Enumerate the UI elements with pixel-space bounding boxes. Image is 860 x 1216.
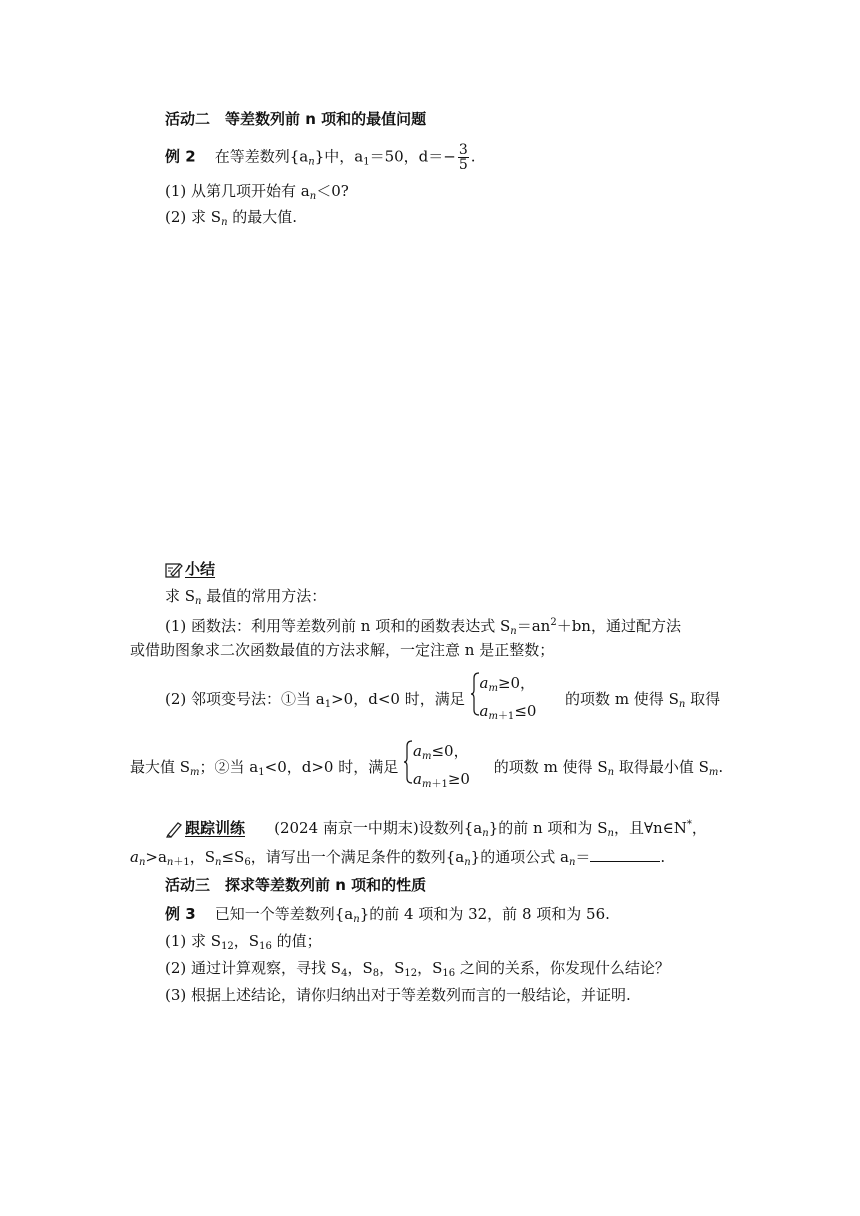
- pencil-icon: [165, 820, 183, 838]
- note-pencil-icon: [165, 561, 183, 579]
- example2-label: 例 2: [165, 147, 196, 166]
- answer-blank[interactable]: [590, 847, 660, 862]
- summary-heading: 小结: [165, 558, 215, 580]
- activity3-heading: 活动三 探求等差数列前 n 项和的性质: [165, 876, 427, 894]
- practice-heading: 跟踪训练: [165, 819, 250, 837]
- summary-method-1: (1) 函数法：利用等差数列前 n 项和的函数表达式 $S_n=an^2+bn$，通过配方法: [165, 617, 681, 637]
- fraction: $\frac{3}{5}$: [458, 142, 468, 173]
- condition-system-2: $a_m\le 0$， $a_{m+1}\ge 0$: [403, 740, 470, 796]
- example3-question-2: (2) 通过计算观察，寻找 $S_4$，$S_8$，$S_{12}$，$S_{16}$ 之间的关系，你发现什么结论？: [165, 959, 670, 979]
- summary-intro: 求 $S_n$ 最值的常用方法：: [165, 587, 327, 607]
- summary-method-2-cont: 最大值 $S_m$；②当 $a_1<0$，d>0 时，满足 $a_m\le 0$， $a_{m+1}\ge 0$ 的项数 m 使得 $S_n$ 取得最小值 $S_m$.: [130, 740, 723, 796]
- practice-statement: 跟踪训练 (2024 南京一中期末)设数列$\{a_n\}$的前 n 项和为 $S_n$，且∀n∈N*，: [165, 814, 707, 845]
- example3-label: 例 3: [165, 905, 196, 923]
- activity2-heading: 活动二 等差数列前 n 项和的最值问题: [165, 110, 427, 128]
- example2-question-1: (1) 从第几项开始有 $a_n<0$?: [165, 182, 349, 202]
- example2-question-2: (2) 求 $S_n$ 的最大值.: [165, 208, 298, 228]
- summary-method-1-cont: 或借助图象求二次函数最值的方法求解，一定注意 n 是正整数；: [130, 641, 555, 659]
- example3-question-1: (1) 求 $S_{12}$，$S_{16}$ 的值；: [165, 932, 322, 952]
- summary-method-2: (2) 邻项变号法：①当 $a_1>0$，d<0 时，满足 $a_m\ge 0$， $a_{m+1}\le 0$ 的项数 m 使得 $S_n$ 取得: [165, 672, 720, 728]
- example3-statement: 例 3 已知一个等差数列$\{a_n\}$的前 4 项和为 32，前 8 项和为 56.: [165, 905, 610, 925]
- example2-statement: 例 2 在等差数列$\{a_n\}$中，$a_1=50$，d＝− $\frac{3}{5}$ .: [165, 142, 476, 173]
- condition-system-1: $a_m\ge 0$， $a_{m+1}\le 0$: [470, 672, 537, 728]
- practice-statement-cont: $a_n>a_{n+1}$，$S_n\le S_6$，请写出一个满足条件的数列$\{a_n\}$的通项公式 $a_n=$ .: [130, 848, 666, 868]
- example3-question-3: (3) 根据上述结论，请你归纳出对于等差数列而言的一般结论，并证明.: [165, 986, 631, 1004]
